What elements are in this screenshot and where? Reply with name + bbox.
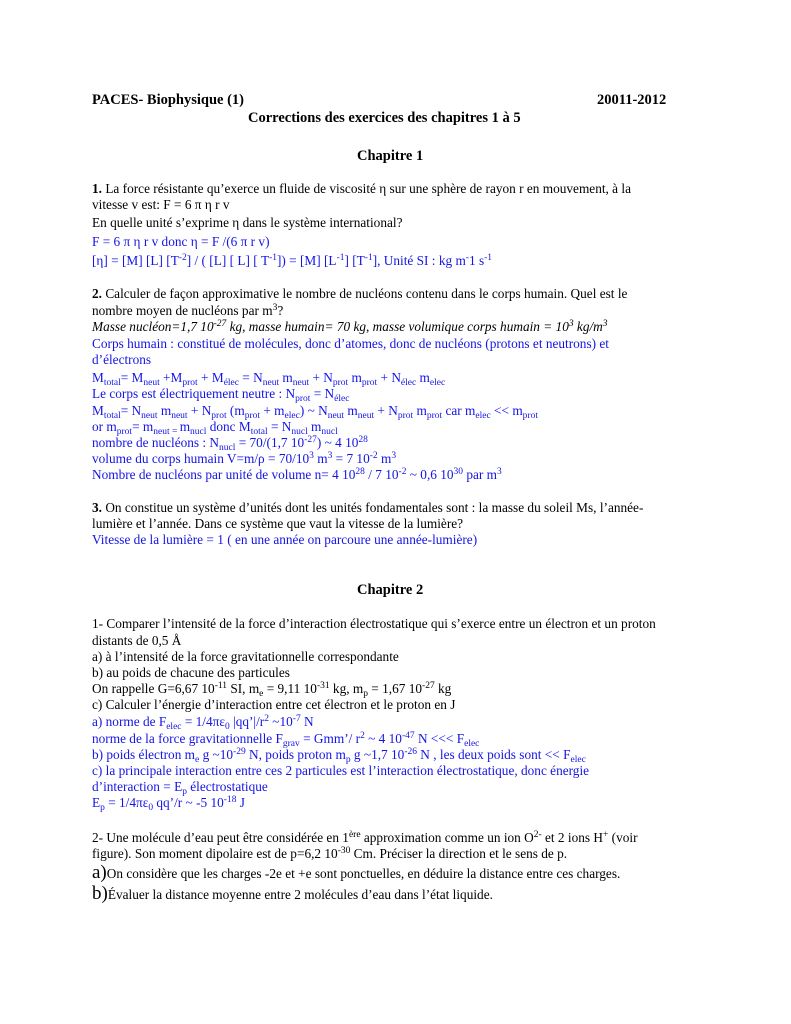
exercise-3-question-cont: lumière et l’année. Dans ce système que vaut la vitesse de la lumière? [92, 516, 464, 531]
exercise-2-question-cont: nombre moyen de nucléons par $m^3$? [92, 303, 284, 318]
exercise-1-question-cont: vitesse v est: F = 6 π η r v [92, 197, 230, 212]
exercise-number: 3. [92, 500, 102, 515]
exercise-2-given-data: Masse nucléon=1,7 $10^{-27}$ kg, masse humain= 70 kg, masse volumique corps humain = $10^3$ $kg/m^3$ [92, 319, 608, 334]
ch2-exercise-1-part-b: b) au poids de chacune des particules [92, 665, 290, 680]
exercise-2-answer-line: Corps humain : constitué de molécules, donc d’atomes, donc de nucléons (protons et neutrons) et [92, 336, 609, 351]
academic-year: 20011-2012 [597, 92, 667, 108]
ch2-exercise-1-question-cont: distants de 0,5 Å [92, 633, 182, 648]
ch2-exercise-1-constants: On rappelle G=6,67 $10^{-11}$ SI, $m_e = 9,11$ $10^{-31}$ kg, $m_p = 1,67$ $10^{-27}$ kg [92, 681, 452, 699]
exercise-number: 2. [92, 286, 102, 301]
exercise-number: 1. [92, 181, 102, 196]
exercise-2-answer-density: Nombre de nucléons par unité de volume n= 4 $10^{28} / 7$ $10^{-2}$ ~ 0,6 $10^{30}$ par $m^3$ [92, 467, 502, 482]
ch2-exercise-2-question: 2- Une molécule d’eau peut être considérée en 1ère approximation comme un ion $O^{2-}$ et 2 ions H+ (voir [92, 830, 638, 845]
exercise-2-question: 2. Calculer de façon approximative le nombre de nucléons contenu dans le corps humain. Quel est le [92, 286, 628, 301]
exercise-2-answer-mass-sum: $M_{total}= M_{neut} +M_{prot} + M_{élec} = N_{neut}$ $m_{neut} + N_{prot}$ $m_{prot} + N_{élec}$ $m_{elec}$ [92, 370, 446, 388]
part-label: b) [92, 883, 108, 904]
exercise-2-answer-volume: volume du corps humain $V=m/\rho = 70/10^3$ $m^3 = 7$ $10^{-2}$ $m^3$ [92, 451, 397, 466]
document-subtitle: Corrections des exercices des chapitres 1 à 5 [248, 110, 521, 126]
exercise-2-answer-nucleon-mass: or $m_{prot}= m_{neut =}$ $m_{nucl}$ donc $M_{total} = N_{nucl}$ $m_{nucl}$ [92, 419, 338, 437]
chapter-1-heading: Chapitre 1 [357, 148, 424, 164]
ch2-exercise-1-part-c: c) Calculer l’énergie d’interaction entre cet électron et le proton en J [92, 697, 456, 712]
ch2-answer-energy-intro: c) la principale interaction entre ces 2 particules est l’interaction électrostatique, donc énergie [92, 763, 590, 778]
ch2-answer-energy-value: $E_p = 1/4\pi\varepsilon_0$ qq’/r ~ -5 $10^{-18}$ J [92, 795, 245, 813]
ch2-exercise-2-part-a: a)On considère que les charges -2e et +e sont ponctuelles, en déduire la distance entre ces charges. [92, 862, 621, 883]
ch2-exercise-1-part-a: a) à l’intensité de la force gravitationnelle correspondante [92, 649, 399, 664]
exercise-1-answer-formula: F = 6 π η r v donc η = F /(6 π r v) [92, 234, 270, 249]
part-label: a) [92, 862, 107, 883]
exercise-3-answer: Vitesse de la lumière = 1 ( en une année on parcoure une année-lumière) [92, 532, 478, 547]
ch2-answer-weights: b) poids électron $m_e$ g $\sim 10^{-29}$ N, poids proton $m_p$ g ~1,7 $10^{-26}$ N , les deux poids sont << $F_{elec}$ [92, 747, 586, 765]
ch2-answer-gravitational: norme de la force gravitationnelle $F_{grav}$ = Gmm’/ $r^2$ ~ 4 $10^{-47}$ N <<< $F_{elec}$ [92, 731, 480, 749]
chapter-2-heading: Chapitre 2 [357, 582, 424, 598]
ch2-exercise-2-dipole: figure). Son moment dipolaire est de p=6,2 $10^{-30}$ Cm. Préciser la direction et le sens de p. [92, 846, 568, 861]
exercise-1-answer-dimension: [η] = [M] [L] $[T^{-2}]$ / ( [L] [ L] [ $T^{-1}]) = [M]$ $[L^{-1}]$ $[T^{-1}]$, Unité SI : kg m-1 $s^{-1}$ [92, 253, 493, 268]
exercise-1-question: 1. La force résistante qu’exerce un fluide de viscosité η sur une sphère de rayon r en mouvement, à la [92, 181, 632, 196]
ch2-exercise-1-question: 1- Comparer l’intensité de la force d’interaction électrostatique qui s’exerce entre un électron et un proton [92, 616, 656, 631]
course-title: PACES- Biophysique (1) [92, 92, 245, 108]
exercise-2-answer-line: d’électrons [92, 352, 152, 367]
ch2-answer-electrostatic: a) norme de $F_{elec} = 1/4\pi\varepsilon_0$ $|qq’|/r^2$ $\sim 10^{-7}$ N [92, 714, 314, 732]
exercise-1-question-unit: En quelle unité s’exprime η dans le système international? [92, 215, 403, 230]
exercise-2-answer-approx: $M_{total}= N_{neut}$ $m_{neut} + N_{prot}$ $(m_{prot} + m_{elec})$ ~ $N_{neut}$ $m_{neut} + N_{prot}$ $m_{prot}$ car $m_{elec} << m_{prot}$ [92, 403, 538, 421]
ch2-exercise-2-part-b: b)Évaluer la distance moyenne entre 2 molécules d’eau dans l’état liquide. [92, 883, 493, 904]
ch2-answer-energy-def: d’interaction = $E_p$ électrostatique [92, 779, 268, 797]
exercise-3-question: 3. On constitue un système d’unités dont les unités fondamentales sont : la masse du soleil Ms, l’année- [92, 500, 644, 515]
exercise-2-answer-nucleon-count: nombre de nucléons : $N_{nucl} = 70/(1,7$ $10^{-27}$) ~ 4 $10^{28}$ [92, 435, 368, 453]
exercise-2-answer-neutrality: Le corps est électriquement neutre : $N_{prot} = N_{élec}$ [92, 386, 350, 404]
